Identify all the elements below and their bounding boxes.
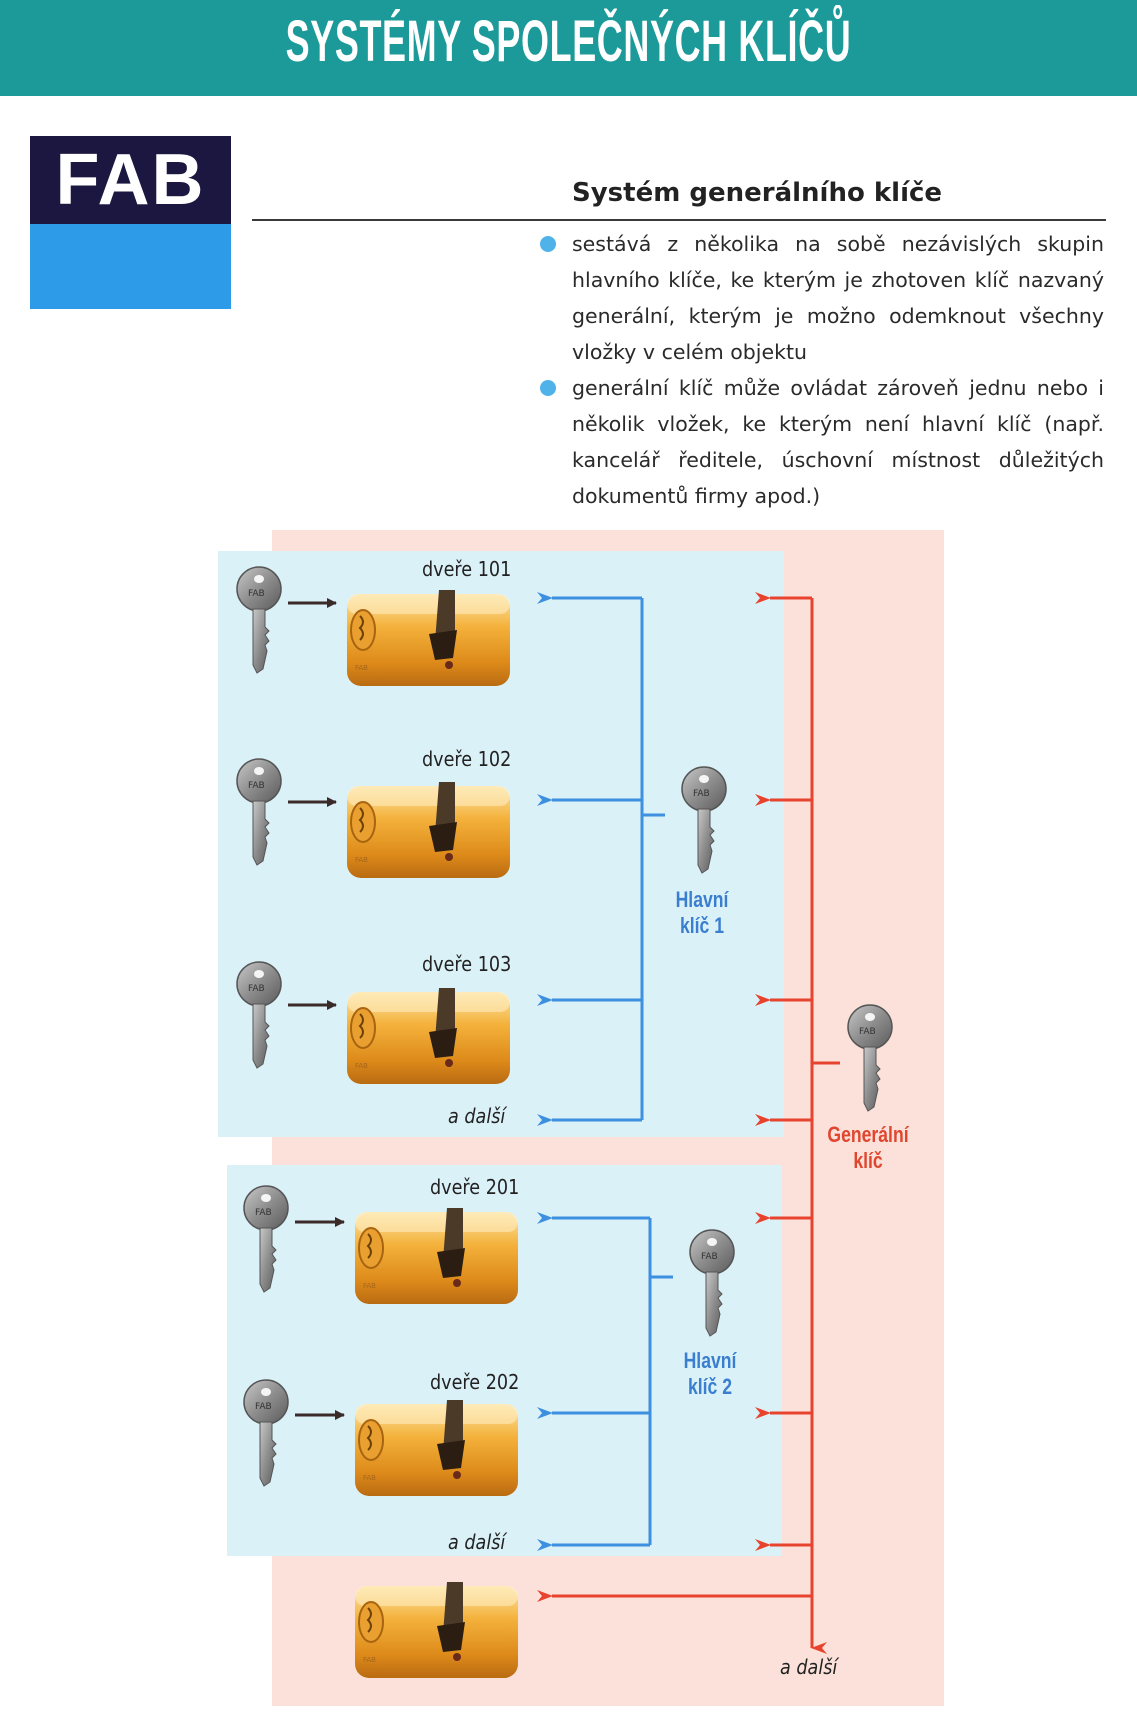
lock-cylinder-icon (355, 1208, 518, 1304)
more-doors-label: a další (780, 1655, 838, 1679)
logo-text: FAB (30, 136, 231, 224)
more-doors-label: a další (448, 1530, 506, 1554)
master-key-1-label-line: Hlavní (675, 887, 729, 912)
lock-cylinder-icon (355, 1400, 518, 1496)
master-key-1-label-line: klíč 1 (679, 913, 725, 938)
key-system-diagram: FAB FAB (0, 0, 1137, 1716)
bullet-text: generální klíč může ovládat zároveň jednu nebo i několik vložek, ke kterým není hlavní klíč (např. kancelář ředitele, úschovní místnost důležitých dokumentů firmy apod.) (572, 376, 1104, 508)
master-key-1-label (662, 887, 742, 939)
general-key-label (818, 1122, 917, 1174)
general-key-label-line: klíč (853, 1148, 883, 1173)
door-label: dveře 201 (430, 1175, 520, 1199)
master-key-2-label (670, 1348, 750, 1400)
door-label: dveře 102 (422, 747, 512, 771)
door-label: dveře 101 (422, 557, 512, 581)
lock-cylinder-icon (347, 988, 510, 1084)
lock-cylinder-icon (355, 1582, 518, 1678)
more-doors-label: a další (448, 1104, 506, 1128)
door-label: dveře 103 (422, 952, 512, 976)
section-title: Systém generálního klíče (572, 178, 943, 208)
lock-cylinder-icon (347, 590, 510, 686)
door-label: dveře 202 (430, 1370, 520, 1394)
master-key-2-label-line: klíč 2 (687, 1374, 733, 1399)
master-key-2-label-line: Hlavní (683, 1348, 737, 1373)
page-title: SYSTÉMY SPOLEČNÝCH KLÍČŮ (285, 9, 852, 74)
bullet-text: sestává z několika na sobě nezávislých skupin hlavního klíče, ke kterým je zhotoven klíč nazvaný generální, kterým je možno odemknout všechny vložky v celém objektu (572, 232, 1104, 364)
general-key-label-line: Generální (827, 1122, 909, 1147)
lock-cylinder-icon (347, 782, 510, 878)
